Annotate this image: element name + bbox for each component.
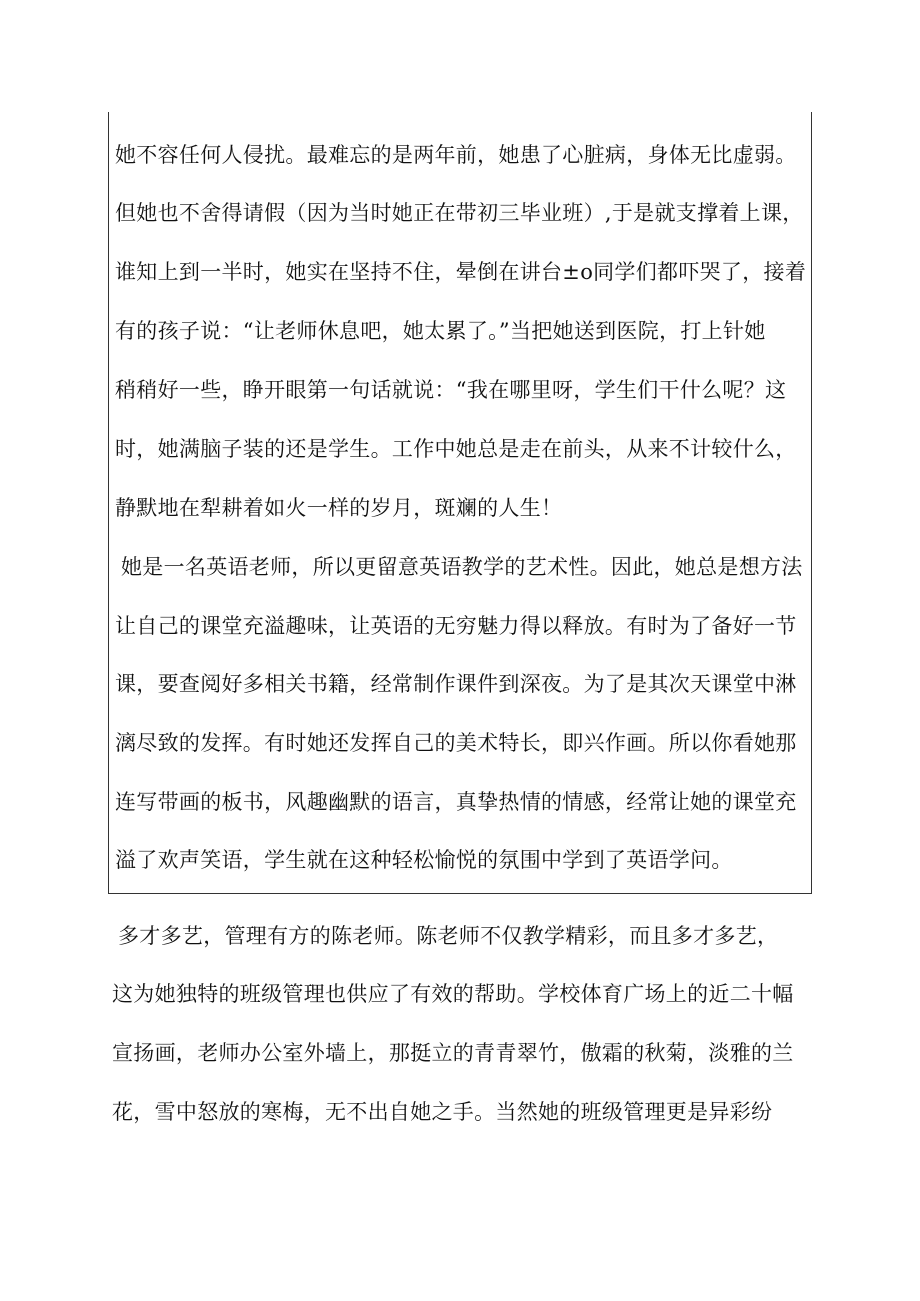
paragraph-line: 谁知上到一半时，她实在坚持不住，晕倒在讲台±o同学们都吓哭了，接着 (115, 260, 807, 284)
paragraph-line: 课，要查阅好多相关书籍，经常制作课件到深夜。为了是其次天课堂中淋 (115, 672, 797, 696)
paragraph-line: 但她也不舍得请假（因为当时她正在带初三毕业班）,于是就支撑着上课， (115, 201, 804, 225)
paragraph-line: 她不容任何人侵扰。最难忘的是两年前，她患了心脏病，身体无比虚弱。 (115, 143, 797, 167)
paragraph-line: 让自己的课堂充溢趣味，让英语的无穷魅力得以释放。有时为了备好一节 (115, 614, 797, 638)
paragraph-line: 多才多艺，管理有方的陈老师。陈老师不仅教学精彩，而且多才多艺， (118, 924, 779, 948)
paragraph-line: 漓尽致的发挥。有时她还发挥自己的美术特长，即兴作画。所以你看她那 (115, 731, 797, 755)
paragraph-line: 她是一名英语老师，所以更留意英语教学的艺术性。因此，她总是想方法 (121, 555, 803, 579)
paragraph-line: 有的孩子说：“让老师休息吧，她太累了。”当把她送到医院，打上针她 (115, 319, 766, 343)
paragraph-line: 这为她独特的班级管理也供应了有效的帮助。学校体育广场上的近二十幅 (112, 982, 794, 1006)
paragraph-line: 连写带画的板书，风趣幽默的语言，真挚热情的情感，经常让她的课堂充 (115, 790, 797, 814)
paragraph-line: 宣扬画，老师办公室外墙上，那挺立的青青翠竹，傲霜的秋菊，淡雅的兰 (112, 1041, 794, 1065)
paragraph-line: 溢了欢声笑语，学生就在这种轻松愉悦的氛围中学到了英语学问。 (115, 848, 733, 872)
paragraph-line: 静默地在犁耕着如火一样的岁月，斑斓的人生！ (115, 496, 563, 520)
paragraph-line: 时，她满脑子装的还是学生。工作中她总是走在前头，从来不计较什么， (115, 437, 797, 461)
paragraph-line: 花，雪中怒放的寒梅，无不出自她之手。当然她的班级管理更是异彩纷 (112, 1100, 773, 1124)
paragraph-line: 稍稍好一些，睁开眼第一句话就说：“我在哪里呀，学生们干什么呢？这 (115, 378, 787, 402)
